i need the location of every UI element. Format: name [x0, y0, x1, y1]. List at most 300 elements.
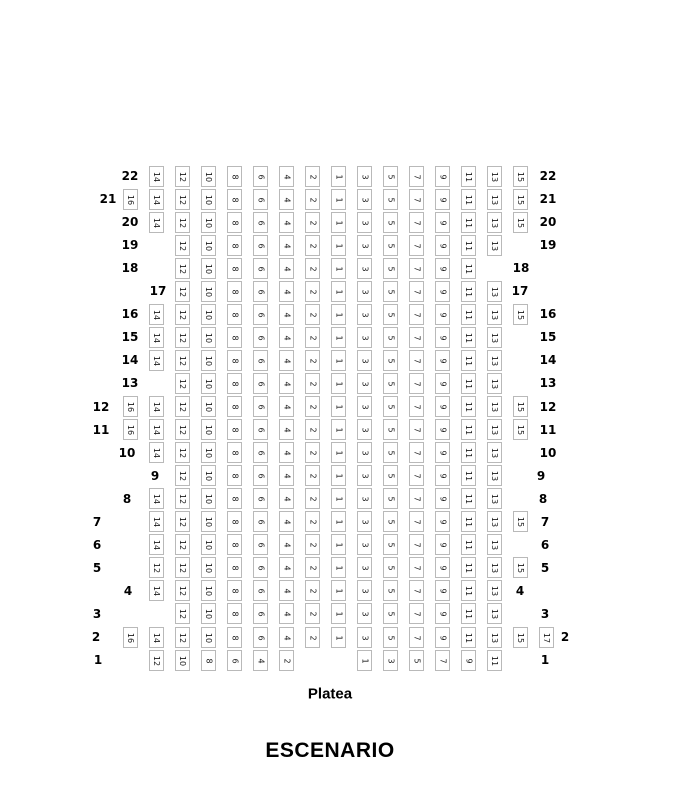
seat[interactable] — [513, 419, 528, 440]
seat[interactable] — [487, 534, 502, 555]
seat[interactable] — [357, 511, 372, 532]
seat[interactable] — [123, 189, 138, 210]
seat[interactable] — [461, 281, 476, 302]
seat[interactable] — [253, 189, 268, 210]
seat[interactable] — [175, 327, 190, 348]
seat[interactable] — [487, 327, 502, 348]
seat[interactable] — [175, 627, 190, 648]
seat[interactable] — [409, 465, 424, 486]
seat[interactable] — [227, 189, 242, 210]
seat[interactable] — [435, 235, 450, 256]
seat[interactable] — [279, 511, 294, 532]
seat[interactable] — [227, 557, 242, 578]
seat[interactable] — [175, 488, 190, 509]
seat[interactable] — [383, 627, 398, 648]
seat[interactable] — [175, 235, 190, 256]
seat[interactable] — [357, 419, 372, 440]
seat[interactable] — [461, 189, 476, 210]
seat[interactable] — [149, 166, 164, 187]
seat[interactable] — [149, 442, 164, 463]
seat[interactable] — [201, 650, 216, 671]
seat[interactable] — [357, 350, 372, 371]
seat[interactable] — [383, 465, 398, 486]
seat[interactable] — [513, 396, 528, 417]
seat[interactable] — [461, 534, 476, 555]
seat[interactable] — [383, 350, 398, 371]
seat[interactable] — [461, 650, 476, 671]
seat[interactable] — [357, 603, 372, 624]
seat[interactable] — [201, 419, 216, 440]
seat[interactable] — [305, 580, 320, 601]
seat[interactable] — [201, 465, 216, 486]
seat[interactable] — [253, 396, 268, 417]
seat[interactable] — [383, 396, 398, 417]
seat[interactable] — [461, 488, 476, 509]
seat[interactable] — [487, 304, 502, 325]
seat[interactable] — [409, 603, 424, 624]
seat[interactable] — [149, 534, 164, 555]
seat[interactable] — [227, 212, 242, 233]
seat[interactable] — [149, 511, 164, 532]
seat[interactable] — [331, 350, 346, 371]
seat[interactable] — [227, 488, 242, 509]
seat[interactable] — [305, 235, 320, 256]
seat[interactable] — [357, 580, 372, 601]
seat[interactable] — [279, 235, 294, 256]
seat[interactable] — [201, 603, 216, 624]
seat[interactable] — [435, 419, 450, 440]
seat[interactable] — [383, 650, 398, 671]
seat[interactable] — [435, 212, 450, 233]
seat[interactable] — [305, 511, 320, 532]
seat[interactable] — [279, 580, 294, 601]
seat[interactable] — [201, 281, 216, 302]
seat[interactable] — [149, 304, 164, 325]
seat[interactable] — [435, 442, 450, 463]
seat[interactable] — [513, 627, 528, 648]
seat[interactable] — [461, 212, 476, 233]
seat[interactable] — [331, 327, 346, 348]
seat[interactable] — [149, 580, 164, 601]
seat[interactable] — [487, 212, 502, 233]
seat[interactable] — [227, 396, 242, 417]
seat[interactable] — [201, 350, 216, 371]
seat[interactable] — [175, 281, 190, 302]
seat[interactable] — [253, 373, 268, 394]
seat[interactable] — [253, 627, 268, 648]
seat[interactable] — [383, 373, 398, 394]
seat[interactable] — [201, 627, 216, 648]
seat[interactable] — [227, 580, 242, 601]
seat[interactable] — [149, 327, 164, 348]
seat[interactable] — [305, 373, 320, 394]
seat[interactable] — [357, 465, 372, 486]
seat[interactable] — [279, 373, 294, 394]
seat[interactable] — [331, 212, 346, 233]
seat[interactable] — [357, 281, 372, 302]
seat[interactable] — [487, 281, 502, 302]
seat[interactable] — [175, 212, 190, 233]
seat[interactable] — [253, 488, 268, 509]
seat[interactable] — [383, 580, 398, 601]
seat[interactable] — [461, 350, 476, 371]
seat[interactable] — [201, 511, 216, 532]
seat[interactable] — [435, 166, 450, 187]
seat[interactable] — [201, 166, 216, 187]
seat[interactable] — [383, 603, 398, 624]
seat[interactable] — [279, 281, 294, 302]
seat[interactable] — [357, 327, 372, 348]
seat[interactable] — [409, 373, 424, 394]
seat[interactable] — [331, 166, 346, 187]
seat[interactable] — [175, 511, 190, 532]
seat[interactable] — [201, 580, 216, 601]
seat[interactable] — [461, 603, 476, 624]
seat[interactable] — [331, 511, 346, 532]
seat[interactable] — [253, 258, 268, 279]
seat[interactable] — [279, 304, 294, 325]
seat[interactable] — [435, 327, 450, 348]
seat[interactable] — [253, 350, 268, 371]
seat[interactable] — [149, 488, 164, 509]
seat[interactable] — [279, 650, 294, 671]
seat[interactable] — [175, 350, 190, 371]
seat[interactable] — [253, 650, 268, 671]
seat[interactable] — [279, 534, 294, 555]
seat[interactable] — [409, 396, 424, 417]
seat[interactable] — [435, 603, 450, 624]
seat[interactable] — [409, 350, 424, 371]
seat[interactable] — [409, 580, 424, 601]
seat[interactable] — [305, 442, 320, 463]
seat[interactable] — [279, 442, 294, 463]
seat[interactable] — [487, 166, 502, 187]
seat[interactable] — [331, 419, 346, 440]
seat[interactable] — [435, 557, 450, 578]
seat[interactable] — [383, 419, 398, 440]
seat[interactable] — [201, 235, 216, 256]
seat[interactable] — [383, 327, 398, 348]
seat[interactable] — [149, 350, 164, 371]
seat[interactable] — [383, 258, 398, 279]
seat[interactable] — [383, 511, 398, 532]
seat[interactable] — [409, 212, 424, 233]
seat[interactable] — [409, 557, 424, 578]
seat[interactable] — [435, 650, 450, 671]
seat[interactable] — [487, 419, 502, 440]
seat[interactable] — [279, 488, 294, 509]
seat[interactable] — [305, 488, 320, 509]
seat[interactable] — [487, 235, 502, 256]
seat[interactable] — [201, 327, 216, 348]
seat[interactable] — [253, 212, 268, 233]
seat[interactable] — [513, 212, 528, 233]
seat[interactable] — [305, 350, 320, 371]
seat[interactable] — [123, 419, 138, 440]
seat[interactable] — [305, 212, 320, 233]
seat[interactable] — [279, 419, 294, 440]
seat[interactable] — [123, 627, 138, 648]
seat[interactable] — [461, 442, 476, 463]
seat[interactable] — [227, 442, 242, 463]
seat[interactable] — [279, 603, 294, 624]
seat[interactable] — [331, 627, 346, 648]
seat[interactable] — [201, 373, 216, 394]
seat[interactable] — [175, 304, 190, 325]
seat[interactable] — [461, 465, 476, 486]
seat[interactable] — [175, 419, 190, 440]
seat[interactable] — [331, 396, 346, 417]
seat[interactable] — [487, 650, 502, 671]
seat[interactable] — [331, 373, 346, 394]
seat[interactable] — [513, 557, 528, 578]
seat[interactable] — [487, 373, 502, 394]
seat[interactable] — [305, 603, 320, 624]
seat[interactable] — [487, 627, 502, 648]
seat[interactable] — [513, 304, 528, 325]
seat[interactable] — [331, 304, 346, 325]
seat[interactable] — [435, 373, 450, 394]
seat[interactable] — [201, 189, 216, 210]
seat[interactable] — [279, 465, 294, 486]
seat[interactable] — [383, 442, 398, 463]
seat[interactable] — [383, 557, 398, 578]
seat[interactable] — [409, 419, 424, 440]
seat[interactable] — [357, 212, 372, 233]
seat[interactable] — [461, 304, 476, 325]
seat[interactable] — [461, 396, 476, 417]
seat[interactable] — [201, 304, 216, 325]
seat[interactable] — [331, 557, 346, 578]
seat[interactable] — [227, 373, 242, 394]
seat[interactable] — [357, 235, 372, 256]
seat[interactable] — [435, 627, 450, 648]
seat[interactable] — [149, 419, 164, 440]
seat[interactable] — [253, 465, 268, 486]
seat[interactable] — [409, 442, 424, 463]
seat[interactable] — [253, 557, 268, 578]
seat[interactable] — [409, 166, 424, 187]
seat[interactable] — [461, 327, 476, 348]
seat[interactable] — [305, 189, 320, 210]
seat[interactable] — [331, 603, 346, 624]
seat[interactable] — [305, 557, 320, 578]
seat[interactable] — [409, 281, 424, 302]
seat[interactable] — [461, 258, 476, 279]
seat[interactable] — [331, 534, 346, 555]
seat[interactable] — [305, 627, 320, 648]
seat[interactable] — [175, 603, 190, 624]
seat[interactable] — [279, 189, 294, 210]
seat[interactable] — [305, 327, 320, 348]
seat[interactable] — [357, 650, 372, 671]
seat[interactable] — [149, 396, 164, 417]
seat[interactable] — [279, 350, 294, 371]
seat[interactable] — [175, 189, 190, 210]
seat[interactable] — [175, 373, 190, 394]
seat[interactable] — [201, 534, 216, 555]
seat[interactable] — [201, 557, 216, 578]
seat[interactable] — [227, 511, 242, 532]
seat[interactable] — [357, 488, 372, 509]
seat[interactable] — [253, 419, 268, 440]
seat[interactable] — [175, 557, 190, 578]
seat[interactable] — [357, 627, 372, 648]
seat[interactable] — [383, 534, 398, 555]
seat[interactable] — [383, 166, 398, 187]
seat[interactable] — [227, 350, 242, 371]
seat[interactable] — [435, 189, 450, 210]
seat[interactable] — [331, 281, 346, 302]
seat[interactable] — [253, 603, 268, 624]
seat[interactable] — [435, 281, 450, 302]
seat[interactable] — [487, 580, 502, 601]
seat[interactable] — [331, 442, 346, 463]
seat[interactable] — [409, 511, 424, 532]
seat[interactable] — [435, 258, 450, 279]
seat[interactable] — [175, 166, 190, 187]
seat[interactable] — [227, 304, 242, 325]
seat[interactable] — [331, 189, 346, 210]
seat[interactable] — [357, 258, 372, 279]
seat[interactable] — [357, 373, 372, 394]
seat[interactable] — [357, 166, 372, 187]
seat[interactable] — [487, 189, 502, 210]
seat[interactable] — [201, 396, 216, 417]
seat[interactable] — [331, 488, 346, 509]
seat[interactable] — [175, 442, 190, 463]
seat[interactable] — [513, 511, 528, 532]
seat[interactable] — [409, 327, 424, 348]
seat[interactable] — [487, 511, 502, 532]
seat[interactable] — [435, 396, 450, 417]
seat[interactable] — [383, 304, 398, 325]
seat[interactable] — [149, 627, 164, 648]
seat[interactable] — [461, 511, 476, 532]
seat[interactable] — [305, 258, 320, 279]
seat[interactable] — [253, 534, 268, 555]
seat[interactable] — [487, 488, 502, 509]
seat[interactable] — [461, 235, 476, 256]
seat[interactable] — [227, 235, 242, 256]
seat[interactable] — [331, 235, 346, 256]
seat[interactable] — [357, 557, 372, 578]
seat[interactable] — [253, 511, 268, 532]
seat[interactable] — [175, 650, 190, 671]
seat[interactable] — [149, 212, 164, 233]
seat[interactable] — [253, 580, 268, 601]
seat[interactable] — [461, 580, 476, 601]
seat[interactable] — [227, 627, 242, 648]
seat[interactable] — [227, 465, 242, 486]
seat[interactable] — [279, 557, 294, 578]
seat[interactable] — [227, 281, 242, 302]
seat[interactable] — [513, 189, 528, 210]
seat[interactable] — [409, 650, 424, 671]
seat[interactable] — [513, 166, 528, 187]
seat[interactable] — [305, 304, 320, 325]
seat[interactable] — [409, 534, 424, 555]
seat[interactable] — [409, 488, 424, 509]
seat[interactable] — [227, 603, 242, 624]
seat[interactable] — [383, 488, 398, 509]
seat[interactable] — [201, 258, 216, 279]
seat[interactable] — [383, 189, 398, 210]
seat[interactable] — [435, 488, 450, 509]
seat[interactable] — [227, 650, 242, 671]
seat[interactable] — [123, 396, 138, 417]
seat[interactable] — [461, 166, 476, 187]
seat[interactable] — [149, 650, 164, 671]
seat[interactable] — [435, 465, 450, 486]
seat[interactable] — [461, 373, 476, 394]
seat[interactable] — [461, 627, 476, 648]
seat[interactable] — [227, 419, 242, 440]
seat[interactable] — [487, 350, 502, 371]
seat[interactable] — [305, 419, 320, 440]
seat[interactable] — [201, 488, 216, 509]
seat[interactable] — [435, 534, 450, 555]
seat[interactable] — [487, 442, 502, 463]
seat[interactable] — [357, 534, 372, 555]
seat[interactable] — [149, 189, 164, 210]
seat[interactable] — [487, 465, 502, 486]
seat[interactable] — [175, 580, 190, 601]
seat[interactable] — [279, 258, 294, 279]
seat[interactable] — [435, 304, 450, 325]
seat[interactable] — [253, 327, 268, 348]
seat[interactable] — [487, 603, 502, 624]
seat[interactable] — [279, 166, 294, 187]
seat[interactable] — [253, 235, 268, 256]
seat[interactable] — [227, 327, 242, 348]
seat[interactable] — [175, 465, 190, 486]
seat[interactable] — [435, 511, 450, 532]
seat[interactable] — [305, 166, 320, 187]
seat[interactable] — [279, 327, 294, 348]
seat[interactable] — [149, 557, 164, 578]
seat[interactable] — [409, 304, 424, 325]
seat[interactable] — [331, 580, 346, 601]
seat[interactable] — [461, 419, 476, 440]
seat[interactable] — [357, 189, 372, 210]
seat[interactable] — [201, 442, 216, 463]
seat[interactable] — [357, 442, 372, 463]
seat[interactable] — [435, 580, 450, 601]
seat[interactable] — [383, 281, 398, 302]
seat[interactable] — [357, 396, 372, 417]
seat[interactable] — [305, 396, 320, 417]
seat[interactable] — [175, 258, 190, 279]
seat[interactable] — [383, 212, 398, 233]
seat[interactable] — [305, 534, 320, 555]
seat[interactable] — [175, 396, 190, 417]
seat[interactable] — [227, 258, 242, 279]
seat[interactable] — [461, 557, 476, 578]
seat[interactable] — [331, 258, 346, 279]
seat[interactable] — [279, 396, 294, 417]
seat[interactable] — [409, 189, 424, 210]
seat[interactable] — [253, 304, 268, 325]
seat[interactable] — [227, 534, 242, 555]
seat[interactable] — [175, 534, 190, 555]
seat[interactable] — [279, 212, 294, 233]
seat[interactable] — [227, 166, 242, 187]
seat[interactable] — [409, 235, 424, 256]
seat[interactable] — [435, 350, 450, 371]
seat[interactable] — [331, 465, 346, 486]
seat[interactable] — [409, 258, 424, 279]
